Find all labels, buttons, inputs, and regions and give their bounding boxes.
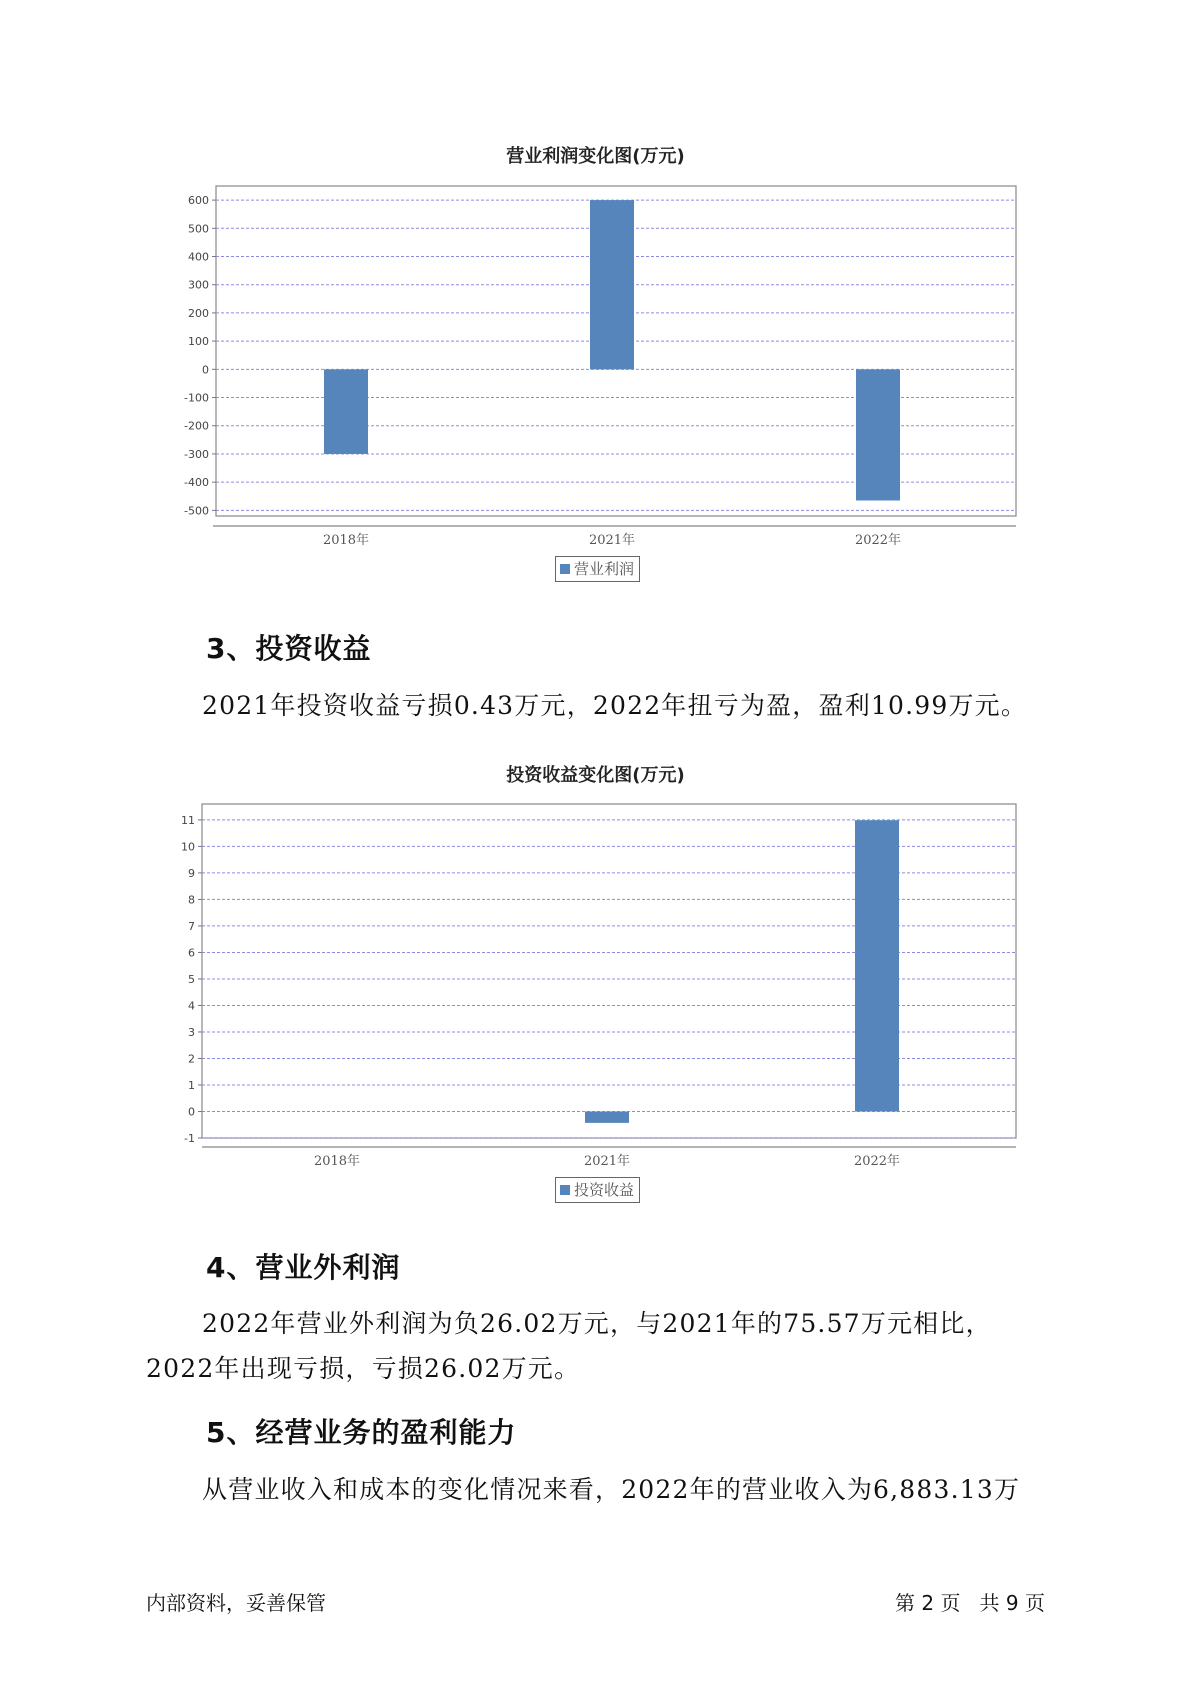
- chart1-legend-label: 营业利润: [574, 560, 635, 578]
- legend-swatch: [560, 564, 570, 574]
- y-tick-label: 4: [188, 999, 195, 1013]
- chart2-legend-label: 投资收益: [574, 1181, 635, 1199]
- footer-page-number: 第 2 页 共 9 页: [895, 1591, 1045, 1615]
- bar-2021年: [590, 200, 634, 369]
- section4-heading: 4、营业外利润: [206, 1251, 401, 1284]
- y-tick-label: 0: [202, 363, 209, 377]
- footer-confidential-note: 内部资料，妥善保管: [146, 1591, 326, 1615]
- y-tick-label: 10: [181, 840, 195, 854]
- chart2-title: 投资收益变化图(万元): [506, 765, 685, 786]
- bar-2018年: [324, 369, 368, 454]
- y-tick-label: 100: [188, 335, 209, 349]
- x-tick-label: 2022年: [854, 533, 902, 548]
- y-tick-label: -400: [184, 476, 209, 490]
- operating-profit-chart: [0, 160, 1191, 580]
- y-tick-label: 1: [188, 1078, 195, 1092]
- y-tick-label: -500: [184, 504, 209, 518]
- investment-income-chart: [0, 780, 1191, 1200]
- y-tick-label: 5: [188, 972, 195, 986]
- y-tick-label: 3: [188, 1025, 195, 1039]
- section3-heading: 3、投资收益: [206, 632, 372, 665]
- y-tick-label: 300: [188, 278, 209, 292]
- x-tick-label: 2018年: [313, 1154, 361, 1169]
- bar-2021年: [585, 1111, 629, 1122]
- bar-2022年: [855, 820, 899, 1111]
- x-tick-label: 2021年: [583, 1154, 631, 1169]
- y-tick-label: 200: [188, 306, 209, 320]
- chart1-legend: [555, 556, 640, 582]
- chart1-title: 营业利润变化图(万元): [506, 146, 685, 167]
- x-tick-label: 2021年: [588, 533, 636, 548]
- y-tick-label: 11: [181, 813, 195, 827]
- y-tick-label: 400: [188, 250, 209, 264]
- section5-paragraph: 从营业收入和成本的变化情况来看，2022年的营业收入为6,883.13万: [202, 1475, 1021, 1504]
- x-tick-label: 2022年: [853, 1154, 901, 1169]
- legend-swatch: [560, 1185, 570, 1195]
- y-tick-label: 8: [188, 893, 195, 907]
- y-tick-label: -300: [184, 447, 209, 461]
- bar-2022年: [856, 369, 900, 500]
- y-tick-label: 7: [188, 919, 195, 933]
- section3-paragraph: 2021年投资收益亏损0.43万元，2022年扭亏为盈，盈利10.99万元。: [202, 691, 1028, 720]
- y-tick-label: 500: [188, 222, 209, 236]
- y-tick-label: -200: [184, 419, 209, 433]
- section4-paragraph: 2022年营业外利润为负26.02万元，与2021年的75.57万元相比，2022年出现亏损，亏损26.02万元。: [146, 1309, 992, 1383]
- y-tick-label: 600: [188, 194, 209, 208]
- y-tick-label: -1: [184, 1132, 195, 1145]
- section5-heading: 5、经营业务的盈利能力: [206, 1416, 517, 1449]
- y-tick-label: 0: [188, 1105, 195, 1119]
- y-tick-label: 9: [188, 866, 195, 880]
- y-tick-label: -100: [184, 391, 209, 405]
- y-tick-label: 2: [188, 1052, 195, 1066]
- x-tick-label: 2018年: [322, 533, 370, 548]
- y-tick-label: 6: [188, 946, 195, 960]
- chart2-legend: [555, 1177, 640, 1203]
